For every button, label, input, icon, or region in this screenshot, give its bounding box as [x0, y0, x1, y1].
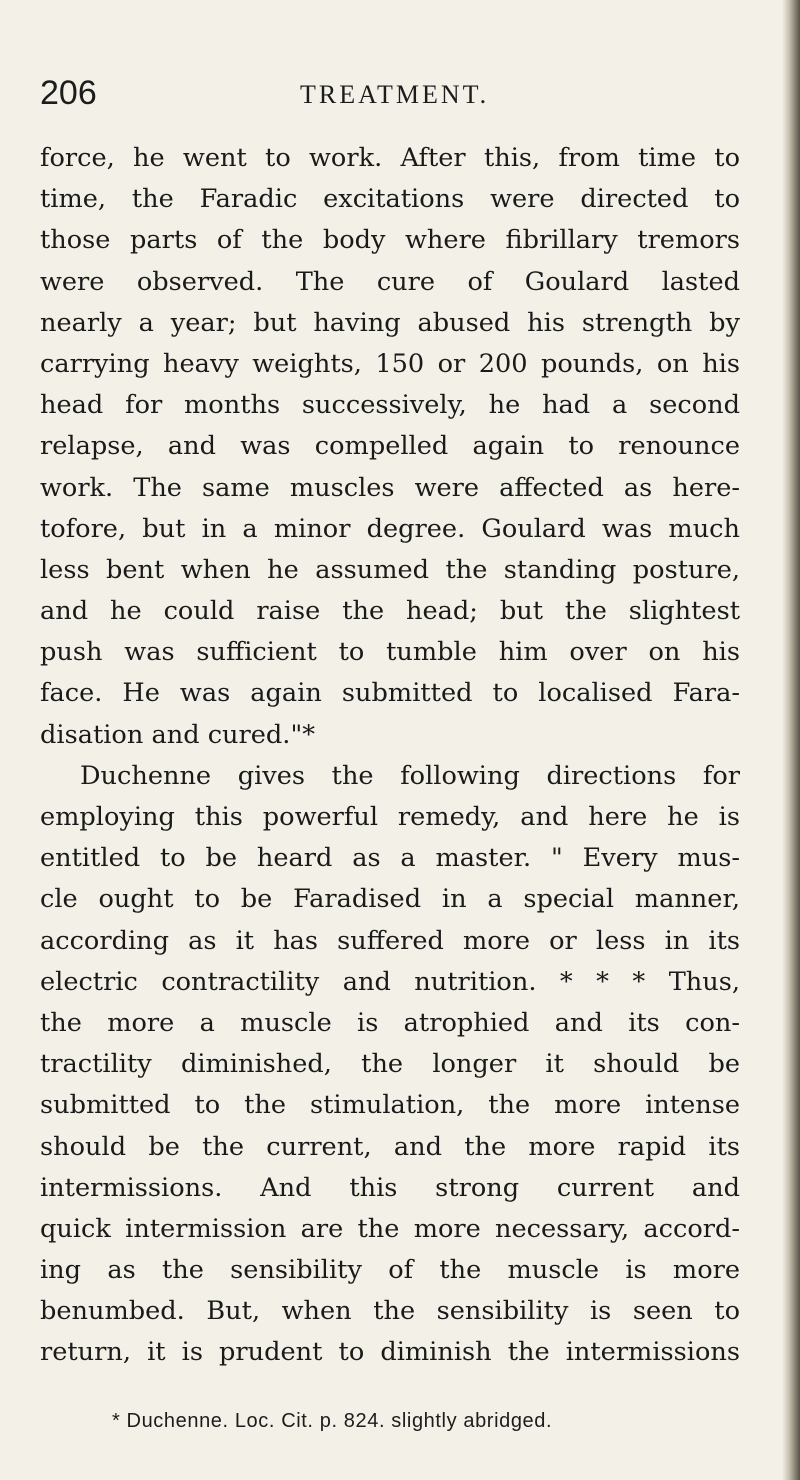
text-line: disation and cured."* — [40, 719, 316, 750]
page-edge-shadow — [782, 0, 800, 1480]
text-line: the more a muscle is atrophied and its con- — [40, 1007, 740, 1038]
body-text — [40, 138, 740, 1374]
text-line: should be the current, and the more rapid its — [40, 1131, 740, 1162]
text-line: work. The same muscles were affected as here- — [40, 472, 740, 503]
running-head: TREATMENT. — [300, 80, 490, 109]
text-line: carrying heavy weights, 150 or 200 pounds, on his — [40, 348, 740, 379]
text-line: electric contractility and nutrition. * * * Thus, — [40, 966, 740, 997]
text-line: time, the Faradic excitations were directed to — [40, 184, 740, 215]
text-line: entitled to be heard as a master. " Every mus- — [40, 843, 740, 874]
text-line: relapse, and was compelled again to renounce — [40, 431, 740, 462]
text-line: benumbed. But, when the sensibility is seen to — [40, 1296, 740, 1327]
text-line: were observed. The cure of Goulard lasted — [40, 266, 740, 297]
text-line: those parts of the body where fibrillary tremors — [40, 225, 740, 256]
text-line: return, it is prudent to diminish the intermissions — [40, 1337, 740, 1368]
text-line: head for months successively, he had a second — [40, 390, 740, 421]
text-line: employing this powerful remedy, and here he is — [40, 802, 740, 832]
text-line: cle ought to be Faradised in a special manner, — [40, 884, 740, 915]
text-line: quick intermission are the more necessary, accord- — [40, 1213, 740, 1244]
text-line: submitted to the stimulation, the more intense — [40, 1090, 740, 1121]
text-line: according as it has suffered more or less in its — [40, 925, 740, 956]
text-line: ing as the sensibility of the muscle is more — [40, 1255, 740, 1286]
page-header — [40, 74, 760, 134]
text-line: push was sufficient to tumble him over on his — [40, 637, 740, 668]
text-line: intermissions. And this strong current and — [40, 1172, 740, 1203]
text-line: tractility diminished, the longer it should be — [40, 1049, 740, 1080]
text-line: tofore, but in a minor degree. Goulard was much — [40, 513, 740, 544]
text-line: and he could raise the head; but the slightest — [40, 596, 740, 627]
text-line: Duchenne gives the following directions for — [80, 760, 740, 791]
text-line: face. He was again submitted to localised Fara- — [40, 678, 740, 709]
text-line: nearly a year; but having abused his strength by — [40, 307, 740, 338]
text-line: force, he went to work. After this, from time to — [40, 143, 740, 173]
page-number: 206 — [40, 74, 97, 112]
text-line: less bent when he assumed the standing posture, — [40, 554, 740, 585]
footnote: * Duchenne. Loc. Cit. p. 824. slightly abridged. — [112, 1410, 553, 1432]
